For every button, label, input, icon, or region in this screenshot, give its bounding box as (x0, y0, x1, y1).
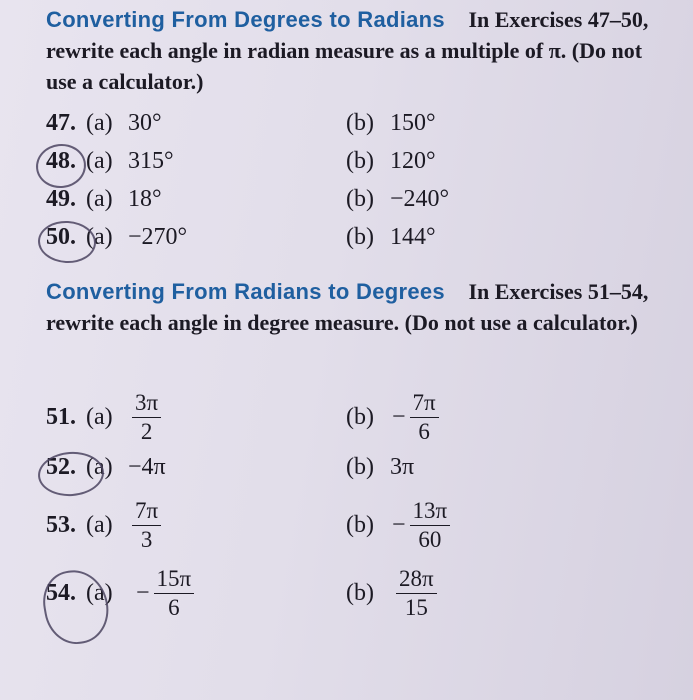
denominator: 2 (140, 419, 153, 444)
section2-instructions (46, 276, 656, 338)
section1-instruction-rest: 47–50, rewrite each angle in radian measure as a multiple of π. (Do not use a calculator.) (46, 7, 649, 94)
exercise-48 (46, 148, 666, 182)
numerator: 13π (410, 498, 451, 526)
part-b-fraction (392, 498, 450, 553)
exercise-number: 48. (46, 148, 76, 174)
part-a-label: (a) (86, 186, 113, 212)
part-b-label: (b) (346, 454, 374, 480)
exercise-54 (46, 566, 666, 622)
part-b-label: (b) (346, 148, 374, 174)
denominator: 3 (140, 527, 153, 552)
section2-instruction-start: In Exercises (468, 279, 583, 304)
numerator: 7π (132, 498, 161, 526)
section2-heading: Converting From Radians to Degrees (46, 279, 445, 304)
part-b-value: 150° (390, 110, 436, 136)
numerator: 28π (396, 566, 437, 594)
part-a-label: (a) (86, 404, 113, 430)
part-a-value: 30° (128, 110, 162, 136)
denominator: 15 (404, 595, 428, 620)
part-b-label: (b) (346, 580, 374, 606)
part-a-label: (a) (86, 512, 113, 538)
part-a-label: (a) (86, 454, 113, 480)
part-b-value: −240° (390, 186, 450, 212)
numerator: 15π (154, 566, 195, 594)
section1-instructions (46, 4, 656, 97)
section1-heading: Converting From Degrees to Radians (46, 7, 445, 32)
part-b-label: (b) (346, 186, 374, 212)
numerator: 3π (132, 390, 161, 418)
minus-sign: − (392, 512, 406, 538)
part-a-value: 315° (128, 148, 174, 174)
denominator: 6 (418, 419, 430, 444)
part-a-label: (a) (86, 224, 113, 250)
exercise-49 (46, 186, 666, 220)
exercise-number: 50. (46, 224, 76, 250)
part-b-value: 144° (390, 224, 436, 250)
exercise-50 (46, 224, 666, 258)
part-a-fraction (132, 498, 161, 553)
exercise-number: 53. (46, 512, 76, 538)
exercise-number: 54. (46, 580, 76, 606)
denominator: 6 (168, 595, 180, 620)
exercise-number: 49. (46, 186, 76, 212)
part-a-value: −4π (128, 454, 166, 480)
numerator: 7π (410, 390, 439, 418)
part-a-label: (a) (86, 580, 113, 606)
exercise-47 (46, 110, 666, 144)
part-b-label: (b) (346, 110, 374, 136)
part-b-fraction (392, 390, 439, 445)
denominator: 60 (418, 527, 442, 552)
exercise-number: 52. (46, 454, 76, 480)
part-a-fraction (132, 390, 161, 445)
section1-instruction-start: In Exercises (468, 7, 583, 32)
part-a-label: (a) (86, 110, 113, 136)
part-b-fraction (396, 566, 437, 621)
minus-sign: − (392, 404, 406, 430)
part-b-value: 3π (390, 454, 415, 480)
part-b-label: (b) (346, 404, 374, 430)
part-b-label: (b) (346, 512, 374, 538)
section2-instruction-rest: 51–54, rewrite each angle in degree measure. (Do not use a calculator.) (46, 279, 649, 335)
exercise-52 (46, 454, 666, 488)
exercise-53 (46, 500, 666, 556)
exercise-number: 47. (46, 110, 76, 136)
part-a-label: (a) (86, 148, 113, 174)
part-a-value: −270° (128, 224, 188, 250)
minus-sign: − (136, 580, 150, 606)
part-b-label: (b) (346, 224, 374, 250)
exercise-number: 51. (46, 404, 76, 430)
part-a-value: 18° (128, 186, 162, 212)
part-a-fraction (136, 566, 194, 621)
exercise-51 (46, 392, 666, 448)
part-b-value: 120° (390, 148, 436, 174)
